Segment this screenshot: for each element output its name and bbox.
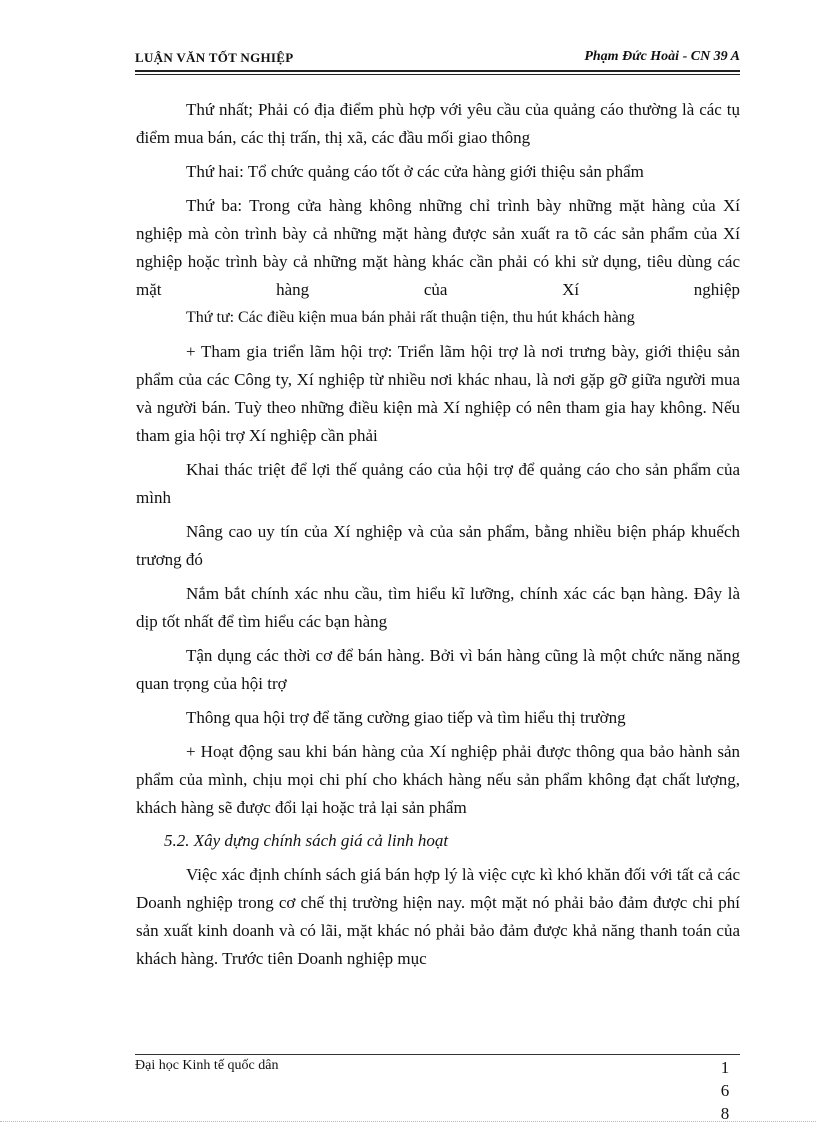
page-edge-divider: [0, 1121, 816, 1122]
body-text: [136, 96, 740, 973]
paragraph: Thứ tư: Các điều kiện mua bán phải rất thuận tiện, thu hút khách hàng: [186, 309, 635, 326]
page-number-digit: 6: [720, 1081, 730, 1100]
paragraph: Tận dụng các thời cơ để bán hàng. Bởi vì bán hàng cũng là một chức năng năng quan trọng của hội trợ: [136, 646, 740, 693]
page-number: [718, 1056, 732, 1125]
paragraph: Việc xác định chính sách giá bán hợp lý là việc cực kì khó khăn đối với tất cả các Doanh nghiệp trong cơ chế thị trường hiện nay. một mặt nó phải bảo đảm được chi phí sản xuất kinh doanh và có lãi, mặt khác nó phải bảo đảm được khả năng thanh toán của khách hàng. Trước tiên Doanh nghiệp mục: [136, 865, 740, 968]
header-rule-thin: [135, 74, 740, 75]
paragraph: Nắm bắt chính xác nhu cầu, tìm hiểu kĩ lưỡng, chính xác các bạn hàng. Đây là dịp tốt nhất để tìm hiểu các bạn hàng: [136, 584, 740, 631]
section-heading: 5.2. Xây dựng chính sách giá cả linh hoạt: [164, 831, 449, 850]
page-number-digit: 8: [720, 1104, 730, 1123]
paragraph: Nâng cao uy tín của Xí nghiệp và của sản phẩm, bằng nhiều biện pháp khuếch trương đó: [136, 522, 740, 569]
paragraph: Thứ ba: Trong cửa hàng không những chỉ trình bày những mặt hàng của Xí nghiệp mà còn trình bày cả những mặt hàng được sản xuất ra tõ các sản phẩm của Xí nghiệp hoặc trình bày cả những mặt hàng khác cần phải có khi sử dụng, tiêu dùng các mặt hàng của Xí nghiệp: [136, 196, 740, 299]
header-author: Phạm Đức Hoài - CN 39 A: [584, 49, 740, 64]
paragraph: Khai thác triệt để lợi thế quảng cáo của hội trợ để quảng cáo cho sản phẩm của mình: [136, 460, 740, 507]
header-rule-thick: [135, 70, 740, 72]
page-header: [135, 50, 740, 70]
page-number-digit: 1: [720, 1058, 730, 1077]
paragraph: Thông qua hội trợ để tăng cường giao tiếp và tìm hiểu thị trường: [186, 708, 626, 727]
paragraph: + Hoạt động sau khi bán hàng của Xí nghiệp phải được thông qua bảo hành sản phẩm của mình, chịu mọi chi phí cho khách hàng nếu sản phẩm không đạt chất lượng, khách hàng sẽ được đổi lại hoặc trả lại sản phẩm: [136, 742, 740, 817]
paragraph: Thứ nhất; Phải có địa điểm phù hợp với yêu cầu của quảng cáo thường là các tụ điểm mua bán, các thị trấn, thị xã, các đầu mối giao thông: [136, 100, 740, 147]
footer-university: Đại học Kinh tế quốc dân: [135, 1058, 279, 1073]
footer-rule: [135, 1054, 740, 1055]
paragraph: Thứ hai: Tổ chức quảng cáo tốt ở các cửa hàng giới thiệu sản phẩm: [186, 162, 644, 181]
paragraph: + Tham gia triển lãm hội trợ: Triển lãm hội trợ là nơi trưng bày, giới thiệu sản phẩm của các Công ty, Xí nghiệp từ nhiều nơi khác nhau, là nơi gặp gỡ giữa người mua và người bán. Tuỳ theo những điều kiện mà Xí nghiệp có nên tham gia hay không. Nếu tham gia hội trợ Xí nghiệp cần phải: [136, 342, 740, 445]
header-title: LUẬN VĂN TỐT NGHIỆP: [135, 50, 294, 65]
